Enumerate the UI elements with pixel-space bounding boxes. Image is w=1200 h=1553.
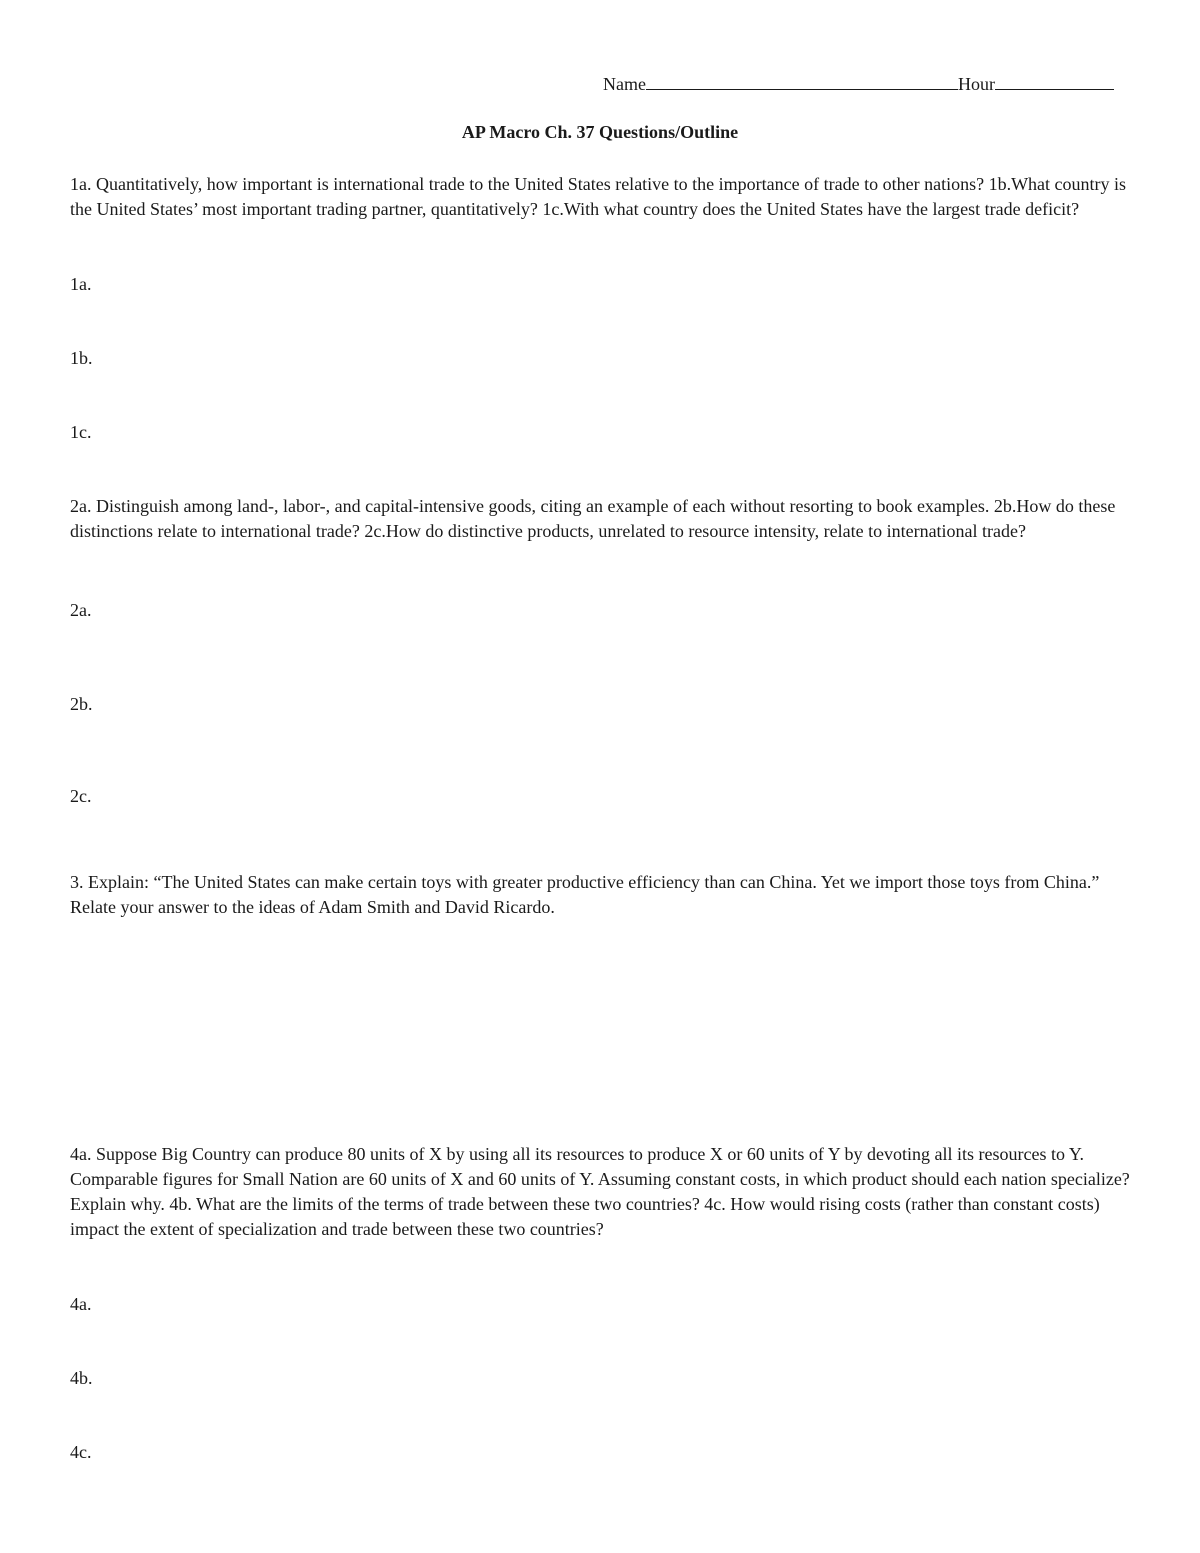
question-2: 2a. Distinguish among land-, labor-, and capital-intensive goods, citing an example of each without resorting to book examples. 2b.How do these distinctions relate to international trade? 2c.How do distinctive products, unrelated to resource intensity, relate to international trade? (70, 496, 1116, 541)
answer-label-4b: 4b. (70, 1368, 93, 1388)
hour-label: Hour (957, 74, 995, 94)
name-hour-header (603, 72, 1114, 96)
page-title: AP Macro Ch. 37 Questions/Outline (461, 122, 739, 142)
name-blank-line (646, 72, 958, 90)
answer-label-4a: 4a. (70, 1294, 92, 1314)
question-3: 3. Explain: “The United States can make certain toys with greater productive efficiency than can China. Yet we import those toys from China.” Relate your answer to the ideas of Adam Smith and David Ricardo. (70, 872, 1100, 917)
hour-blank-line (995, 72, 1114, 90)
answer-label-2a: 2a. (70, 600, 92, 620)
answer-label-4c: 4c. (70, 1442, 92, 1462)
answer-label-2c: 2c. (70, 786, 92, 806)
question-4: 4a. Suppose Big Country can produce 80 units of X by using all its resources to produce X or 60 units of Y by devoting all its resources to Y. Comparable figures for Small Nation are 60 units of X and 60 units of Y. Assuming constant costs, in which product should each nation specialize? Explain why. 4b. What are the limits of the terms of trade between these two countries? 4c. How would rising costs (rather than constant costs) impact the extent of specialization and trade between these two countries? (70, 1144, 1130, 1239)
answer-label-2b: 2b. (70, 694, 93, 714)
name-label: Name (603, 74, 646, 94)
question-1: 1a. Quantitatively, how important is international trade to the United States relative to the importance of trade to other nations? 1b.What country is the United States’ most important trading partner, quantitatively? 1c.With what country does the United States have the largest trade deficit? (70, 174, 1127, 219)
answer-label-1b: 1b. (70, 348, 93, 368)
answer-label-1a: 1a. (70, 274, 92, 294)
answer-label-1c: 1c. (70, 422, 92, 442)
